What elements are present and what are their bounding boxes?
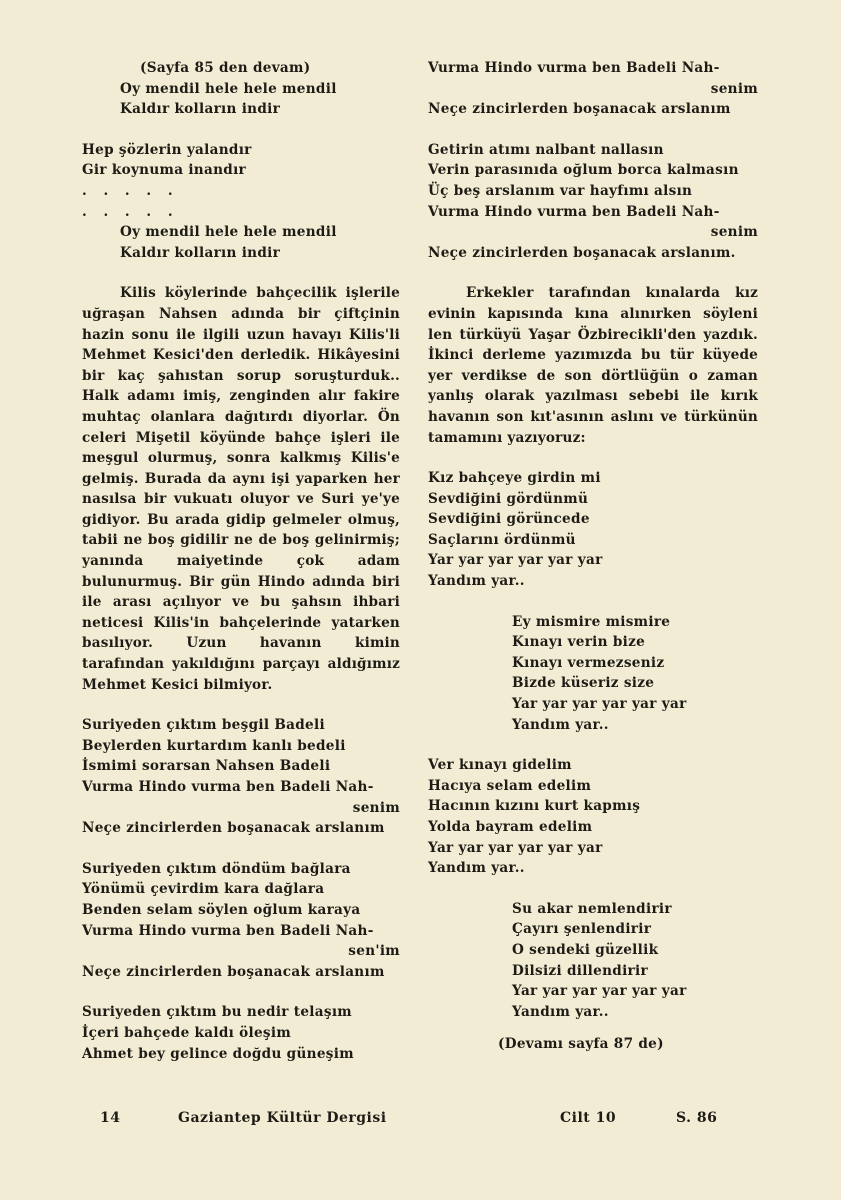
verse-line: Vurma Hindo vurma ben Badeli Nah- [428, 60, 720, 76]
verse-line: Suriyeden çıktım bu nedir telaşım [82, 1004, 352, 1021]
verse-line: Suriyeden çıktım döndüm bağlara [82, 860, 351, 877]
verse-line: Hacıya selam edelim [428, 777, 592, 794]
verse-line: Yönümü çevirdim kara dağlara [82, 881, 325, 898]
verse-line: Gir koynuma inandır [82, 162, 247, 179]
verse-line: Su akar nemlendirir [512, 900, 672, 917]
verse-line: Kız bahçeye girdin mi [428, 470, 601, 487]
verse-line: Üç beş arslanım var hayfımı alsın [428, 182, 693, 199]
verse-line: Verin parasınıda oğlum borca kalmasın [428, 162, 739, 179]
verse-line: Ahmet bey gelince doğdu güneşim [82, 1045, 354, 1062]
ellipsis-dots: . . . . . [82, 203, 179, 220]
verse-line: Saçlarını ördünmü [428, 531, 576, 548]
paragraph-text: Kilis köylerinde bahçecilik işlerile uğraşan Nahsen adında bir çiftçinin hazin sonu ile ilgili uzun havayı Kilis'li Mehmet Kesici'den derledik. Hikâyesini bir kaç şahıstan sorup soruşturduk.. Halk adamı imiş, zenginden alır fakire muhtaç olanlara dağıtırdı diyorlar. Ön celeri Mişetil köyünde bahçe işleri ile meşgul olurmuş, sonra kalkmış Kilis'e gelmiş. Burada da aynı işi yaparken her nasılsa bir vukuatı oluyor ve Suri ye'ye gidiyor. Bu arada gidip gelmeler olmuş, tabii ne boş gidilir ne de boş gelinirmiş; yanında maiyetinde çok adam bulunurmuş. Bir gün Hindo adında biri ile arası açılıyor ve bu şahsın ihbari neticesi Kilis'in bahçelerinde yatarken basılıyor. Uzun havanın kimin tarafından yakıldığını parçayı aldığımız Mehmet Kesici bilmiyor. [82, 285, 400, 693]
continued-on-note: (Devamı sayfa 87 de) [498, 1036, 664, 1053]
issue-label: S. 86 [676, 1110, 718, 1126]
verse-line: senim [710, 224, 758, 241]
verse-line: Oy mendil hele hele mendil [120, 80, 337, 97]
journal-title: Gaziantep Kültür Dergisi [178, 1110, 387, 1126]
verse-line: senim [352, 799, 400, 816]
verse-line: Benden selam söylen oğlum karaya [82, 901, 361, 918]
verse-line: İçeri bahçede kaldı öleşim [82, 1024, 292, 1041]
verse-line: Neçe zincirlerden boşanacak arslanım [82, 963, 385, 980]
verse-line: Neçe zincirlerden boşanacak arslanım [82, 820, 385, 837]
verse-line: Yandım yar.. [512, 1003, 609, 1020]
ellipsis-dots: . . . . . [82, 182, 179, 199]
verse-line: Ver kınayı gidelim [428, 757, 572, 774]
verse-line: sen'im [348, 943, 400, 960]
paragraph-text: Erkekler tarafından kınalarda kız evinin kapısında kına alınırken söyleni len türküyü Yaşar Özbirecikli'den yazdık. İkinci derleme yazımızda bu tür küyede yer verdikse de son dörtlüğün o zaman yanlış olarak yazılması sebebi ile kırık havanın son kıt'asının aslını ve türkünün tamamını yazıyoruz: [428, 285, 758, 446]
intro-paragraph [428, 283, 758, 448]
verse-line: Yar yar yar yar yar yar [512, 983, 687, 1000]
verse-line: Neçe zincirlerden boşanacak arslanım. [428, 244, 736, 261]
verse-line: Yar yar yar yar yar yar [512, 696, 687, 713]
verse-line: Oy mendil hele hele mendil [120, 224, 337, 241]
verse-line: Sevdiğini görüncede [428, 511, 590, 528]
verse-line: Hacının kızını kurt kapmış [428, 798, 641, 815]
verse-line: Kınayı verin bize [512, 634, 646, 651]
story-paragraph [82, 283, 400, 695]
verse-line: Yar yar yar yar yar yar [428, 839, 603, 856]
verse-line: Vurma Hindo vurma ben Badeli Nah- [428, 203, 720, 220]
left-column [82, 58, 400, 1064]
verse-line: Kaldır kolların indir [120, 101, 281, 118]
verse-line: Yar yar yar yar yar yar [428, 552, 603, 569]
verse-line: Sevdiğini gördünmü [428, 490, 589, 507]
verse-line: Bizde küseriz size [512, 675, 655, 692]
verse-line: Beylerden kurtardım kanlı bedeli [82, 737, 346, 754]
verse-line: Ey mismire mismire [512, 613, 671, 630]
verse-line: Getirin atımı nalbant nallasın [428, 141, 664, 158]
page-number: 14 [100, 1110, 121, 1126]
verse-line: Hep şözlerin yalandır [82, 141, 252, 158]
verse-line: Vurma Hindo vurma ben Badeli Nah- [82, 779, 374, 795]
verse-line: Kınayı vermezseniz [512, 654, 665, 671]
verse-line: Yandım yar.. [428, 573, 525, 590]
volume-label: Cilt 10 [560, 1110, 617, 1126]
verse-line: Neçe zincirlerden boşanacak arslanım [428, 101, 731, 118]
verse-line: Yandım yar.. [512, 716, 609, 733]
verse-line: Yandım yar.. [428, 860, 525, 877]
verse-line: O sendeki güzellik [512, 941, 659, 958]
verse-line: senim [710, 80, 758, 97]
right-column [428, 58, 758, 1055]
verse-line: Yolda bayram edelim [428, 819, 593, 835]
continued-from-header: (Sayfa 85 den devam) [140, 60, 311, 76]
verse-line: İsmimi sorarsan Nahsen Badeli [82, 758, 331, 775]
verse-line: Suriyeden çıktım beşgil Badeli [82, 717, 325, 734]
verse-line: Çayırı şenlendirir [512, 921, 652, 938]
verse-line: Kaldır kolların indir [120, 244, 281, 261]
verse-line: Dilsizi dillendirir [512, 962, 648, 979]
verse-line: Vurma Hindo vurma ben Badeli Nah- [82, 922, 374, 939]
